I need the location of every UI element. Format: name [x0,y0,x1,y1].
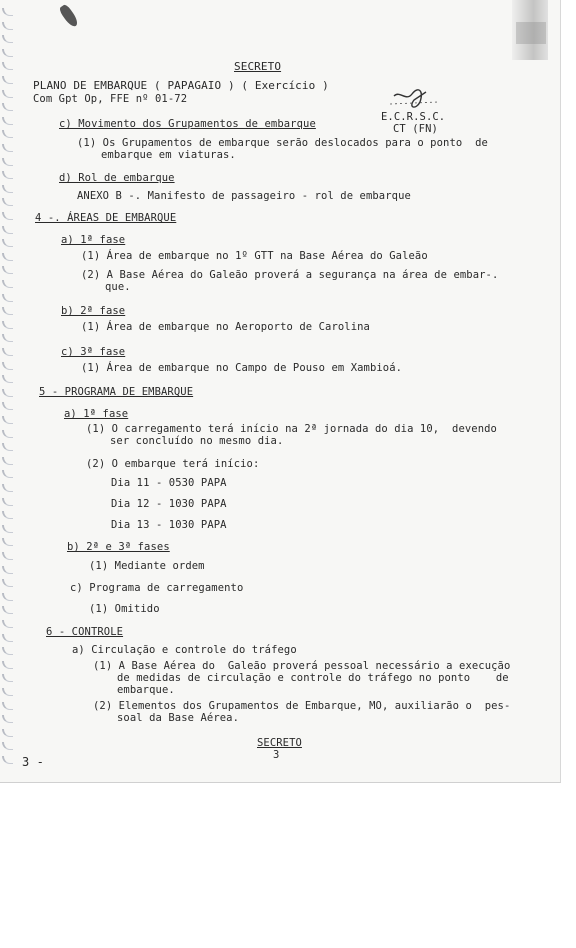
binding-ring [2,688,13,696]
binding-ring [2,498,13,506]
binding-ring [2,620,13,628]
binding-ring [2,443,13,451]
paragraph: (1) Omitido [89,603,160,615]
paragraph: (1) A Base Aérea do Galeão proverá pessoal necessário a execução [93,660,511,672]
binding-ring [2,742,13,750]
binding-ring [2,552,13,560]
phase-heading: c) 3ª fase [61,346,126,358]
schedule-line: Dia 13 - 1030 PAPA [111,519,227,531]
binding-ring [2,294,13,302]
binding-ring [2,647,13,655]
binding-ring [2,566,13,574]
binding-ring [2,144,13,152]
binding-ring [2,22,13,30]
binding-ring [2,484,13,492]
binding-ring [2,117,13,125]
paragraph: (1) Área de embarque no 1º GTT na Base Aérea do Galeão [81,250,428,262]
binding-ring [2,198,13,206]
binding-ring [2,715,13,723]
binding-ring [2,525,13,533]
scan-background [0,783,576,948]
subsection-heading: a) Circulação e controle do tráfego [72,644,297,656]
scan-edge-mark [516,22,546,44]
binding-ring [2,579,13,587]
section-4-title: 4 -. ÁREAS DE EMBARQUE [35,212,177,224]
paragraph: soal da Base Aérea. [117,712,240,724]
binding-ring [2,253,13,261]
binding-ring [2,362,13,370]
binding-ring [2,185,13,193]
phase-heading: a) 1ª fase [64,408,129,420]
section-5-title: 5 - PROGRAMA DE EMBARQUE [39,386,194,398]
binding-ring [2,239,13,247]
spiral-binding [2,8,16,773]
paragraph: (1) Os Grupamentos de embarque serão deslocados para o ponto de [77,137,488,149]
paragraph: embarque em viaturas. [101,149,236,161]
binding-ring [2,416,13,424]
phase-heading: b) 2ª e 3ª fases [67,541,170,553]
binding-ring [2,375,13,383]
subsection-heading: c) Programa de carregamento [70,582,244,594]
binding-ring [2,348,13,356]
binding-ring [2,593,13,601]
binding-ring [2,470,13,478]
binding-ring [2,674,13,682]
binding-ring [2,457,13,465]
schedule-line: Dia 12 - 1030 PAPA [111,498,227,510]
binding-ring [2,35,13,43]
binding-ring [2,266,13,274]
phase-heading: b) 2ª fase [61,305,126,317]
plan-reference: Com Gpt Op, FFE nº 01-72 [33,93,188,105]
paragraph: (1) Mediante ordem [89,560,205,572]
binding-ring [2,226,13,234]
paragraph: (2) Elementos dos Grupamentos de Embarque, MO, auxiliarão o pes- [93,700,511,712]
paragraph: ser concluído no mesmo dia. [110,435,284,447]
binding-ring [2,62,13,70]
subsection-c-movimento: c) Movimento dos Grupamentos de embarque [59,118,316,130]
binding-ring [2,212,13,220]
signature-block-line2: CT (FN) [393,123,438,135]
binding-ring [2,538,13,546]
binding-ring [2,307,13,315]
page-number: 3 [273,749,280,761]
subsection-d-rol: d) Rol de embarque [59,172,175,184]
classification-header: SECRETO [234,60,282,73]
signature-block-line1: E.C.R.S.C. [381,111,446,123]
binding-ring [2,729,13,737]
binding-ring [2,634,13,642]
binding-ring [2,171,13,179]
binding-ring [2,321,13,329]
binding-ring [2,334,13,342]
paragraph: (1) Área de embarque no Aeroporto de Carolina [81,321,370,333]
paragraph: ANEXO B -. Manifesto de passageiro - rol de embarque [77,190,411,202]
binding-ring [2,280,13,288]
binding-ring [2,158,13,166]
binding-ring [2,661,13,669]
plan-title: PLANO DE EMBARQUE ( PAPAGAIO ) ( Exercício ) [33,79,329,92]
binding-ring [2,402,13,410]
binding-ring [2,130,13,138]
phase-heading: a) 1ª fase [61,234,126,246]
binding-ring [2,430,13,438]
paragraph: (2) A Base Aérea do Galeão proverá a segurança na área de embar-. [81,269,499,281]
paragraph: de medidas de circulação e controle do tráfego no ponto de [117,672,509,684]
paragraph: (1) Área de embarque no Campo de Pouso em Xambioá. [81,362,403,374]
binding-ring [2,76,13,84]
schedule-line: Dia 11 - 0530 PAPA [111,477,227,489]
section-6-title: 6 - CONTROLE [46,626,124,638]
margin-page-number: 3 - [22,755,44,769]
binding-ring [2,389,13,397]
binding-ring [2,756,13,764]
binding-ring [2,103,13,111]
binding-ring [2,49,13,57]
binding-ring [2,90,13,98]
binding-ring [2,511,13,519]
binding-ring [2,606,13,614]
binding-ring [2,702,13,710]
classification-footer: SECRETO [257,737,302,749]
paragraph: que. [105,281,131,293]
binding-ring [2,8,13,16]
paragraph: (2) O embarque terá início: [86,458,260,470]
paragraph: embarque. [117,684,175,696]
paragraph: (1) O carregamento terá início na 2ª jornada do dia 10, devendo [86,423,497,435]
